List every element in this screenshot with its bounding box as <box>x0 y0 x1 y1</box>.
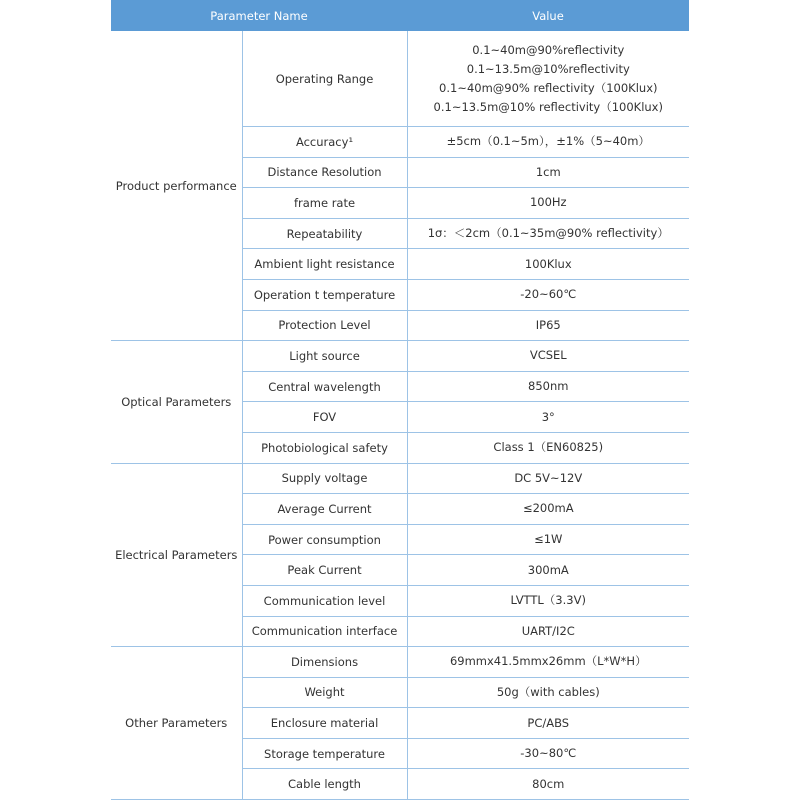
value-line: PC/ABS <box>527 715 570 730</box>
parameter-value-cell <box>407 463 689 494</box>
value-line: VCSEL <box>529 348 567 363</box>
parameter-name-cell: Communication level <box>242 585 407 616</box>
value-line: 1σ：＜2cm（0.1~35m@90% reflectivity） <box>427 226 669 241</box>
parameter-value-cell <box>407 494 689 525</box>
parameter-value-cell <box>407 310 689 341</box>
value-line: ≤200mA <box>522 501 574 516</box>
parameter-value-cell <box>407 708 689 739</box>
parameter-value-cell <box>407 738 689 769</box>
value-line: 100Klux <box>524 256 572 271</box>
parameter-value-cell <box>407 585 689 616</box>
value-line: 3° <box>541 409 555 424</box>
parameter-value-cell <box>407 127 689 158</box>
group-label: Electrical Parameters <box>111 463 242 647</box>
value-line: ±5cm（0.1~5m），±1%（5~40m） <box>446 134 650 149</box>
value-line: ≤1W <box>534 532 563 547</box>
value-line: LVTTL（3.3V) <box>510 593 586 608</box>
value-line: 80cm <box>532 776 565 791</box>
value-line: 100Hz <box>529 195 567 210</box>
value-line: 0.1~40m@90%reflectivity <box>472 42 625 57</box>
parameter-name-cell: Repeatability <box>242 218 407 249</box>
parameter-name-cell: Enclosure material <box>242 708 407 739</box>
parameter-value-cell <box>407 524 689 555</box>
group-label: Optical Parameters <box>111 341 242 463</box>
parameter-name-cell: Weight <box>242 677 407 708</box>
parameter-value-cell <box>407 677 689 708</box>
parameter-name-cell: Operation t temperature <box>242 279 407 310</box>
header-value: Value <box>407 0 689 31</box>
parameter-name-cell: Storage temperature <box>242 738 407 769</box>
value-line: 1cm <box>535 164 561 179</box>
parameter-name-cell: Central wavelength <box>242 371 407 402</box>
value-line: 300mA <box>527 562 569 577</box>
parameter-name-cell: FOV <box>242 402 407 433</box>
parameter-name-cell: Peak Current <box>242 555 407 586</box>
parameter-value-cell <box>407 647 689 678</box>
value-line: UART/I2C <box>521 623 575 638</box>
parameter-name-cell: Light source <box>242 341 407 372</box>
table-row <box>111 463 689 494</box>
parameter-value-cell <box>407 279 689 310</box>
parameter-name-cell: Photobiological safety <box>242 432 407 463</box>
parameter-value-cell <box>407 371 689 402</box>
table-header-row <box>111 0 689 31</box>
parameter-name-cell: Operating Range <box>242 31 407 127</box>
parameter-value-cell <box>407 616 689 647</box>
value-line: 50g（with cables) <box>496 684 600 699</box>
parameter-value-cell <box>407 157 689 188</box>
group-label: Product performance <box>111 31 242 341</box>
header-parameter-name: Parameter Name <box>111 0 407 31</box>
parameter-name-cell: Protection Level <box>242 310 407 341</box>
parameter-value-cell <box>407 769 689 800</box>
table-row <box>111 31 689 127</box>
value-line: DC 5V~12V <box>514 470 583 485</box>
parameter-value-cell <box>407 31 689 127</box>
group-label: Other Parameters <box>111 647 242 800</box>
value-line: 0.1~40m@90% reflectivity（100Klux) <box>439 80 658 95</box>
value-line: IP65 <box>535 317 561 332</box>
parameter-name-cell: Dimensions <box>242 647 407 678</box>
parameter-value-cell <box>407 402 689 433</box>
value-line: Class 1（EN60825) <box>493 440 604 455</box>
value-line: 69mmx41.5mmx26mm（L*W*H） <box>449 654 647 669</box>
parameter-value-cell <box>407 432 689 463</box>
parameter-name-cell: Cable length <box>242 769 407 800</box>
value-line: -30~80℃ <box>520 746 577 761</box>
value-line: 850nm <box>528 379 569 394</box>
parameter-value-cell <box>407 249 689 280</box>
table-row <box>111 341 689 372</box>
parameter-name-cell: Accuracy¹ <box>242 127 407 158</box>
parameter-name-cell: Ambient light resistance <box>242 249 407 280</box>
value-line: -20~60℃ <box>520 287 577 302</box>
specifications-table <box>111 0 689 800</box>
parameter-name-cell: Distance Resolution <box>242 157 407 188</box>
table-row <box>111 647 689 678</box>
value-line: 0.1~13.5m@10% reflectivity（100Klux) <box>433 99 663 114</box>
table-body <box>111 31 689 800</box>
parameter-name-cell: Communication interface <box>242 616 407 647</box>
parameter-value-cell <box>407 218 689 249</box>
parameter-name-cell: frame rate <box>242 188 407 219</box>
parameter-value-cell <box>407 188 689 219</box>
parameter-value-cell <box>407 341 689 372</box>
parameter-name-cell: Power consumption <box>242 524 407 555</box>
parameter-value-cell <box>407 555 689 586</box>
parameter-name-cell: Average Current <box>242 494 407 525</box>
value-line: 0.1~13.5m@10%reflectivity <box>466 61 630 76</box>
parameter-name-cell: Supply voltage <box>242 463 407 494</box>
